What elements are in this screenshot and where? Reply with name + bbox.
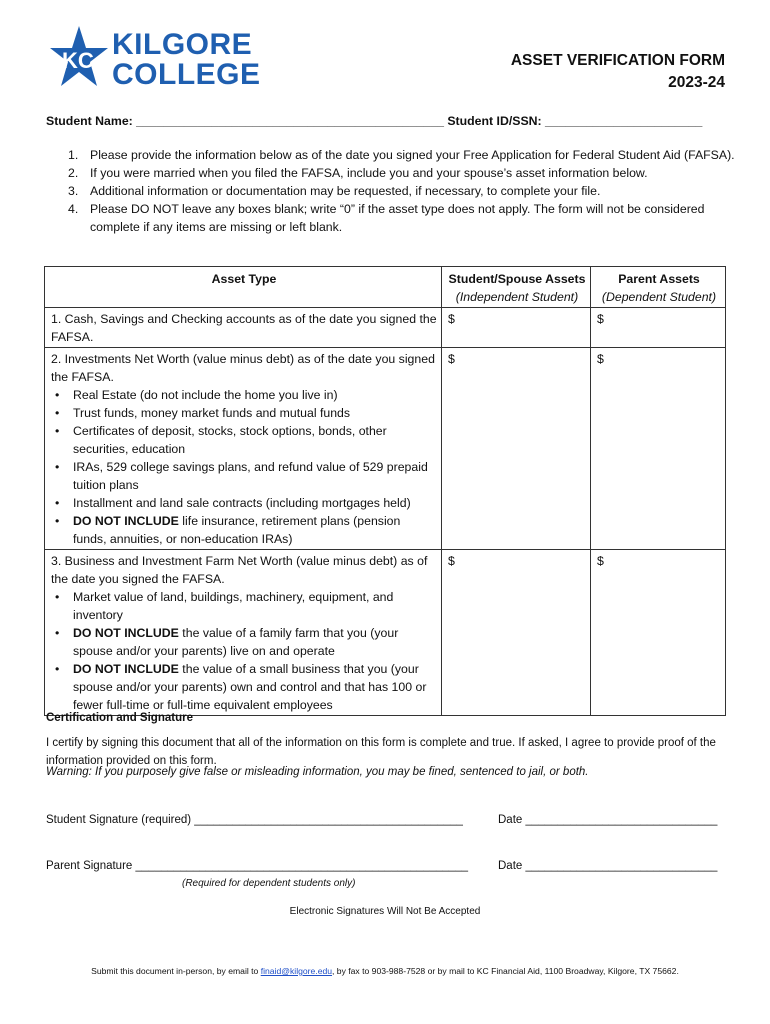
instruction-text: If you were married when you filed the FAFSA, include you and your spouse’s asset information below. (90, 166, 648, 180)
list-item (51, 660, 437, 714)
parent-signature-field[interactable]: Parent Signature ____________________________________________________ (46, 860, 469, 872)
do-not-include-label: DO NOT INCLUDE (73, 662, 179, 676)
form-title-line1: ASSET VERIFICATION FORM (510, 52, 725, 69)
table-row (45, 348, 726, 550)
list-item-text: the value of a small business that you (your spouse and/or your parents) own and control and that has 100 or fewer full-time or full-time equivalent employees (73, 662, 427, 712)
kilgore-college-logo (48, 24, 261, 92)
instruction-text: Please DO NOT leave any boxes blank; write “0” if the asset type does not apply. The form will not be considered complete if any items are missing or left blank. (90, 202, 705, 234)
list-item: • Certificates of deposit, stocks, stock options, bonds, other securities, education (51, 422, 437, 458)
table-header-row (45, 267, 726, 308)
row1-description: 1. Cash, Savings and Checking accounts as of the date you signed the FAFSA. (45, 308, 442, 348)
row3-student-amount-field[interactable]: $ (442, 550, 591, 716)
list-item: • Trust funds, money market funds and mutual funds (51, 404, 437, 422)
row3-intro: 3. Business and Investment Farm Net Worth (value minus debt) as of the date you signed the FAFSA. (51, 554, 428, 586)
instruction-number: 2. (68, 166, 79, 180)
form-title-year: 2023-24 (668, 74, 725, 91)
table-row (45, 308, 726, 348)
row2-student-amount-field[interactable]: $ (442, 348, 591, 550)
row3-parent-amount-field[interactable]: $ (591, 550, 726, 716)
header-parent-assets (591, 267, 726, 308)
row2-parent-amount-field[interactable]: $ (591, 348, 726, 550)
student-date-field[interactable]: Date ______________________________ (498, 814, 718, 826)
submission-footer (0, 966, 770, 976)
logo-line-2: COLLEGE (112, 58, 261, 91)
row3-bullets (51, 588, 437, 714)
parent-date-field[interactable]: Date ______________________________ (498, 860, 718, 872)
header-student-sub: (Independent Student) (455, 290, 579, 304)
electronic-signature-notice: Electronic Signatures Will Not Be Accepted (289, 906, 481, 917)
parent-signature-note: (Required for dependent students only) (182, 878, 356, 889)
instruction-item (46, 182, 736, 200)
instruction-number: 3. (68, 184, 79, 198)
instruction-number: 4. (68, 202, 79, 216)
list-item: • Real Estate (do not include the home you live in) (51, 386, 437, 404)
list-item: • IRAs, 529 college savings plans, and refund value of 529 prepaid tuition plans (51, 458, 437, 494)
header-parent-label: Parent Assets (618, 272, 700, 286)
form-title (511, 50, 725, 94)
svg-text:KC: KC (62, 48, 94, 73)
certification-text: I certify by signing this document that all of the information on this form is complete and true. If asked, I agree to provide proof of the information provided on this form. (46, 737, 716, 767)
header-student-label: Student/Spouse Assets (448, 272, 586, 286)
row1-student-amount-field[interactable]: $ (442, 308, 591, 348)
student-name-id-field[interactable]: Student Name: _____________________________________________ Student ID/SSN: _______________________ (46, 114, 703, 128)
header-parent-sub: (Dependent Student) (601, 290, 717, 304)
email-link[interactable]: finaid@kilgore.edu (260, 966, 333, 976)
list-item: • Installment and land sale contracts (including mortgages held) (51, 494, 437, 512)
instruction-text: Additional information or documentation may be requested, if necessary, to complete your file. (90, 184, 601, 198)
list-item (51, 512, 437, 548)
list-item: • Market value of land, buildings, machinery, equipment, and inventory (51, 588, 437, 624)
do-not-include-label: DO NOT INCLUDE (73, 626, 179, 640)
footer-text-before: Submit this document in-person, by email to (91, 966, 261, 976)
row2-bullets (51, 386, 437, 548)
do-not-include-label: DO NOT INCLUDE (73, 514, 179, 528)
certification-heading: Certification and Signature (46, 712, 193, 724)
row1-parent-amount-field[interactable]: $ (591, 308, 726, 348)
instructions-list (46, 146, 736, 236)
list-item-text: life insurance, retirement plans (pension funds, annuities, or non-education IRAs) (73, 514, 401, 546)
asset-table (44, 266, 726, 716)
warning-text: Warning: If you purposely give false or misleading information, you may be fined, sentenced to jail, or both. (46, 766, 589, 778)
row2-intro: 2. Investments Net Worth (value minus debt) as of the date you signed the FAFSA. (51, 352, 435, 384)
table-row (45, 550, 726, 716)
list-item (51, 624, 437, 660)
instruction-item (46, 200, 736, 236)
row3-description (45, 550, 442, 716)
instruction-item (46, 164, 736, 182)
student-signature-field[interactable]: Student Signature (required) __________________________________________ (46, 814, 463, 826)
list-item-text: the value of a family farm that you (your spouse and/or your parents) live on and operate (73, 626, 399, 658)
footer-text-after: , by fax to 903-988-7528 or by mail to KC Financial Aid, 1100 Broadway, Kilgore, TX 75662. (332, 966, 679, 976)
header-asset-type: Asset Type (45, 267, 442, 308)
header-student-assets (442, 267, 591, 308)
instruction-number: 1. (68, 148, 79, 162)
logo-line-1: KILGORE (112, 28, 253, 61)
instruction-text: Please provide the information below as of the date you signed your Free Application for Federal Student Aid (FAFSA). (90, 148, 735, 162)
kc-star-emblem-icon (48, 24, 110, 92)
instruction-item (46, 146, 736, 164)
row2-description (45, 348, 442, 550)
